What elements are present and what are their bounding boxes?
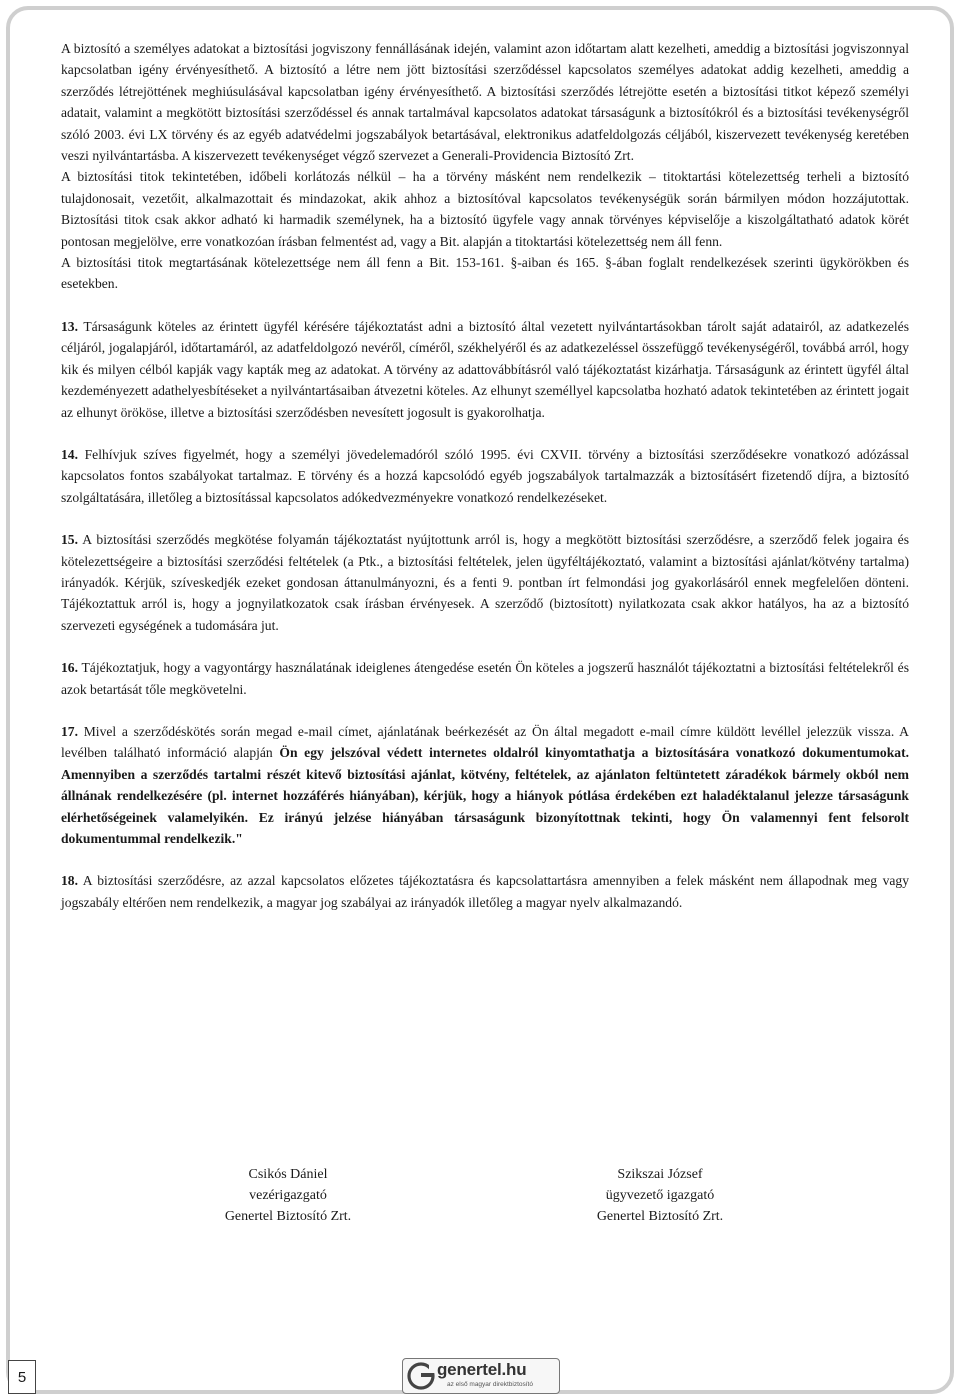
paragraph-insurance-secrecy: A biztosítási titok tekintetében, időbeli korlátozás nélkül – ha a törvény másként nem rendelkezik – titoktartási kötelezettség terheli a biztosító tulajdonosait, vezetőit, alkalmazottait és mindazokat, akik ahhoz a biztosítóval kapcsolatos tevékenységük során bármilyen módon hozzájutottak. Biztosítási titok csak akkor adható ki harmadik személynek, ha a biztosító ügyfele vagy annak törvényes képviselője a kiszolgáltatható adatok körét pontosan megjelölve, erre vonatkozóan írásban felmentést ad, vagy a Bit. alapján a titoktartási kötelezettség nem áll fenn. [61, 169, 909, 249]
signatory-name: Csikós Dániel [248, 1167, 328, 1182]
logo-tagline: az első magyar direktbiztosító [447, 1381, 533, 1388]
section-bold-text: Ön egy jelszóval védett internetes oldalról kinyomtathatja a biztosítására vonatkozó dokumentumokat. Amennyiben a szerződés tartalmi részét kitevő biztosítási ajánlat, kötvény, feltételek, az ajánlaton feltüntetett záradékok bármely okból nem állnának rendelkezésére (pl. internet hozzáférés hiányában), kérjük, hogy a hiányok pótlása érdekében ezt haladéktalanul jelezze társaságunk elérhetőségeinek valamelyikén. Ez irányú jelzése hiányában társaságunk bizonyítottnak tekinti, hogy Ön valamennyi fent felsorolt dokumentummal rendelkezik." [61, 745, 909, 846]
section-16 [61, 657, 909, 700]
section-18 [61, 870, 909, 913]
paragraph-secrecy-exceptions: A biztosítási titok megtartásának kötelezettsége nem áll fenn a Bit. 153-161. §-aiban és 165. §-ában foglalt rendelkezések szerinti ügykörökben és esetekben. [61, 255, 909, 292]
section-number: 13. [61, 318, 78, 334]
section-text: Mivel a szerződéskötés során megad e-mail címet, ajánlatának beérkezését az Ön által megadott e-mail címre küldött levéllel jelezzük vissza. A levélben található információ alapján [61, 723, 909, 761]
section-text: Tájékoztatjuk, hogy a vagyontárgy használatának ideiglenes átengedése esetén Ön köteles a jogszerű használót tájékoztatni a biztosítási feltételekről és azok betartását tőle megkövetelni. [61, 660, 910, 697]
section-number: 16. [61, 660, 78, 676]
signatory-title: vezérigazgató [249, 1188, 327, 1203]
section-number: 18. [61, 873, 78, 889]
logo-wordmark: genertel.hu [437, 1360, 527, 1379]
section-number: 14. [61, 446, 78, 462]
section-number: 17. [61, 723, 78, 739]
signatory-company: Genertel Biztosító Zrt. [596, 1209, 724, 1224]
page-number [8, 1360, 36, 1394]
section-15 [61, 529, 909, 636]
signatory-company: Genertel Biztosító Zrt. [224, 1209, 352, 1224]
section-13 [61, 316, 909, 423]
paragraph-data-retention: A biztosító a személyes adatokat a biztosítási jogviszony fennállásának idején, valamint azon időtartam alatt kezelheti, ameddig a biztosítási jogviszonnyal kapcsolatban igény érvényesíthető. A biztosító a létre nem jött biztosítási szerződéssel kapcsolatos személyes adatokat addig kezelheti, ameddig a szerződés létrejöttének meghiúsulásával kapcsolatban igény érvényesíthető. A biztosítási szerződés létrejötte esetén a biztosítási titkot képező személyi adatait, valamint a megkötött biztosítási szerződéssel és annak tartalmával kapcsolatos adatokat társaságunk a biztosítókról és a biztosítási tevékenységről szóló 2003. évi LX törvény és az egyéb adatvédelmi jogszabályok betartásával, elektronikus adatfeldolgozás céljából, kiszervezett tevékenység keretében veszi nyilvántartásba. A kiszervezett tevékenységet végző szervezet a Generali-Providencia Biztosító Zrt. [61, 41, 909, 164]
section-14 [61, 444, 909, 508]
section-text: A biztosítási szerződésre, az azzal kapcsolatos előzetes tájékoztatásra és kapcsolattartásra amennyiben a felek másként nem állapodnak meg vagy jogszabály eltérően nem rendelkezik, a magyar jog szabályai az irányadók illetőleg a magyar nyelv alkalmazandó. [61, 873, 909, 910]
signature-block-md [540, 1164, 780, 1227]
signatory-name: Szikszai József [617, 1167, 703, 1182]
section-text: A biztosítási szerződés megkötése folyamán tájékoztatást nyújtottunk arról is, hogy a megkötött biztosítási szerződésre, a szerződő felek jogaira és kötelezettségeire a biztosítási szerződési feltételek (a Ptk., a biztosítási feltételek, jelen ügyféltájékoztató, valamint a biztosítási ajánlat/kötvény tartalma) irányadók. Kérjük, szíveskedjék ezeket gondosan áttanulmányozni, és a fenti 9. pontban írt felmondási jog gyakorlásáról ennek megfelelően dönteni. Tájékoztattuk arról is, hogy a jognyilatkozatok csak írásban érvényesek. A szerződő (biztosított) nyilatkozata csak akkor hatályos, ha az a biztosító szervezeti egységének a tudomására jut. [61, 532, 909, 633]
genertel-logo [402, 1358, 560, 1394]
signatory-title: ügyvezető igazgató [605, 1188, 715, 1203]
section-17 [61, 721, 909, 849]
section-text: Felhívjuk szíves figyelmét, hogy a személyi jövedelemadóról szóló 1995. évi CXVII. törvény a biztosítási szerződésekre vonatkozó adózással kapcsolatos fontos szabályokat tartalmaz. E törvény és a hozzá kapcsolódó egyéb jogszabályok tartalmazzák a biztosításért fizetendő díjra, a biztosító szolgáltatására, illetőleg a biztosítással kapcsolatos adókedvezményekre vonatkozó rendelkezéseket. [61, 446, 909, 505]
page-number-label: 5 [17, 1368, 27, 1386]
section-text: Társaságunk köteles az érintett ügyfél kérésére tájékoztatást adni a biztosító által vezetett nyilvántartásokban tárolt saját adatairól, az adatkezelés céljáról, jogalapjáról, időtartamáról, az adatfeldolgozó nevéről, címéről, székhelyéről és az adatkezeléssel összefüggő tevékenységéről, továbbá arról, hogy kik és milyen célból kapják vagy kapták meg az adatokat. A törvény az adattovábbításról való tájékoztatást kizárhatja. Társaságunk az érintett ügyfél által kezdeményezett adathelyesbítéseket a nyilvántartásaiban átvezetni köteles. Az elhunyt személlyel kapcsolatba hozható adatok tekintetében az érintett jogait az elhunyt örököse, illetve a biztosítási szerződésben nevesített jogosult is gyakorolhatja. [61, 318, 910, 420]
signature-block-ceo [168, 1164, 408, 1227]
genertel-g-icon [407, 1362, 435, 1390]
document-body [61, 38, 909, 913]
section-number: 15. [61, 532, 78, 548]
